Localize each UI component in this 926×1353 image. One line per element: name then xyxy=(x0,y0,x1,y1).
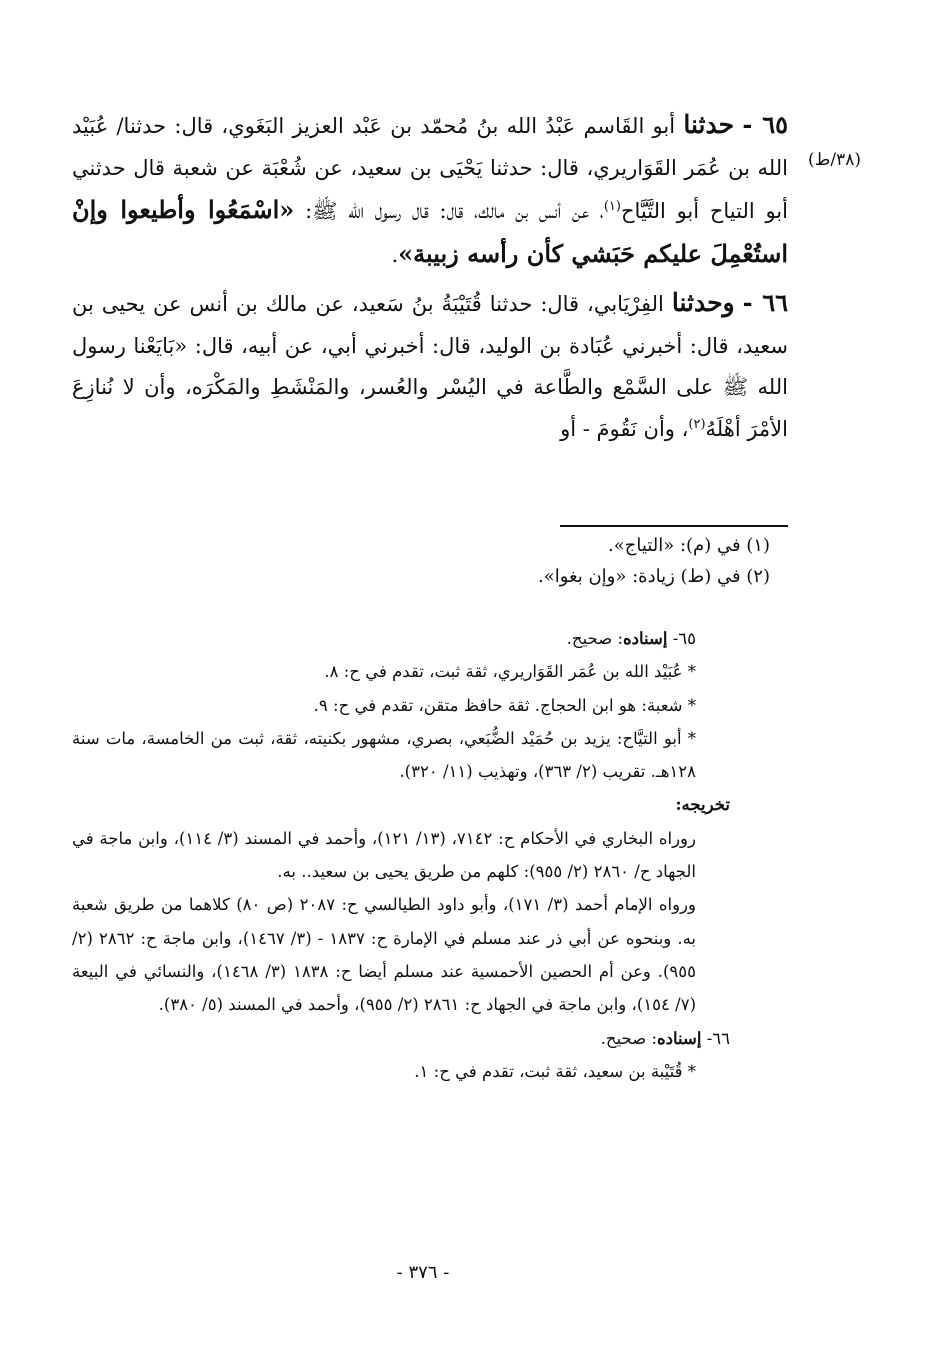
takhrij-paragraph: ورواه الإمام أحمد (٣/ ١٧١)، وأبو داود الطيالسي ح: ٢٠٨٧ (ص ٨٠) كلاهما من طريق شعبة به. وبنحوه عن أبي ذر عند مسلم في الإمارة ح: ١٨٣٧ - (٣/ ١٤٦٧)، وابن ماجة ح: ٢٨٦٢ (٢/ ٩٥٥). وعن أم الحصين الأحمسية عند مسلم أيضا ح: ١٨٣٨ (٣/ ١٤٦٨)، والنسائي في البيعة (٧/ ١٥٤)، وابن ماجة في الجهاد ح: ٢٨٦١ (٢/ ٩٥٥)، وأحمد في المسند (٥/ ٣٨٠). xyxy=(72,895,697,1015)
hadith-65 xyxy=(72,104,788,276)
heading-label: إسناده xyxy=(623,629,668,648)
heading-value: : صحيح. xyxy=(600,1028,658,1048)
margin-folio-note: (٣٨/ط) xyxy=(808,150,861,170)
heading-number: ٦٥- xyxy=(672,629,696,648)
takhrij-heading: تخريجه: xyxy=(675,795,730,815)
narrator-note: * أبو التيَّاح: يزيد بن حُمَيْد الضُّبَعي، بصري، مشهور بكنيته، ثقة، ثبت من الخامسة، مات سنة ١٢٨هـ. تقريب (٢/ ٣٦٣)، وتهذيب (١١/ ٣٢٠). xyxy=(72,728,696,782)
footnote: (٢) في (ط) زيادة: «وإن بغوا». xyxy=(538,566,770,587)
hadith-text: الفِرْيَابي، قال: حدثنا قُتَيْبَةُ بنُ سَعيد، عن مالك بن أنس عن يحيى بن سعيد، قال: أخبرني عُبَادة بن الوليد، قال: أخبرني أبي، عن أبيه، قال: «بَايَعْنا رسول الله ﷺ على السَّمْع والطَّاعة في اليُسْر والعُسر، والمَنْشَطِ والمَكْرَه، وأن لا نُنازِعَ الأمْرَ أهْلَهُ xyxy=(72,292,788,441)
hadith-lead-word: وحدثنا xyxy=(671,288,735,317)
main-text xyxy=(72,104,788,450)
page-number: - ٣٧٦ - xyxy=(396,1262,450,1283)
footnote-ref[interactable]: (٢) xyxy=(688,416,706,432)
footnote-divider xyxy=(560,525,788,527)
commentary-heading-65 xyxy=(72,622,730,655)
heading-number: ٦٦- xyxy=(706,1028,730,1048)
narrator-note: * شعبة: هو ابن الحجاج. ثقة حافظ متقن، تقدم في ح: ٩. xyxy=(313,695,696,715)
hadith-text: أبو القَاسم عَبْدُ الله بنُ مُحمّد بن عَبْد العزيز البَغَوي، قال: حدثنا/ عُبَيْد الله بن عُمَر القَوَاريري، قال: حدثنا يَحْيَى بن سعيد، عن شُعْبَة عن شعبة قال حدثني أبو التياح أبو التَّيَّاح xyxy=(72,114,788,223)
footnotes xyxy=(300,530,770,592)
footnote-ref[interactable]: (١) xyxy=(603,199,621,214)
commentary xyxy=(72,622,730,1088)
narrator-note: * قُتَيْبة بن سعيد، ثقة ثبت، تقدم في ح: ١. xyxy=(414,1061,696,1081)
hadith-number: ٦٦ - xyxy=(742,288,788,317)
heading-value: : صحيح. xyxy=(566,629,624,648)
takhrij-paragraph: روراه البخاري في الأحكام ح: ٧١٤٢، (١٣/ ١٢١)، وأحمد في المسند (٣/ ١١٤)، وابن ماجة في الجهاد ح/ ٢٨٦٠ (٢/ ٩٥٥): كلهم من طريق يحيى بن سعيد.. به. xyxy=(72,828,696,882)
hadith-lead-word: حدثنا xyxy=(683,110,735,139)
hadith-text: ، وأن نَقُومَ - أو xyxy=(560,416,689,441)
hadith-quote: «اسْمَعُوا وأطيعوا وإنْ استُعْمِلَ عليكم حَبَشي كأن رأسه زبيبة» xyxy=(72,195,788,268)
commentary-heading-66 xyxy=(72,1022,730,1055)
hadith-text: ، عن أنس بن مالك، قال: قال رسول الله ﷺ: xyxy=(305,199,604,223)
footnote: (١) في (م): «التياج». xyxy=(608,535,770,556)
hadith-end: . xyxy=(391,242,399,267)
hadith-66 xyxy=(72,282,788,450)
heading-label: إسناده xyxy=(657,1028,702,1048)
narrator-note: * عُبَيْد الله بن عُمَر القَوَاريري، ثقة ثبت، تقدم في ح: ٨. xyxy=(324,662,696,682)
hadith-number: ٦٥ - xyxy=(742,110,788,139)
